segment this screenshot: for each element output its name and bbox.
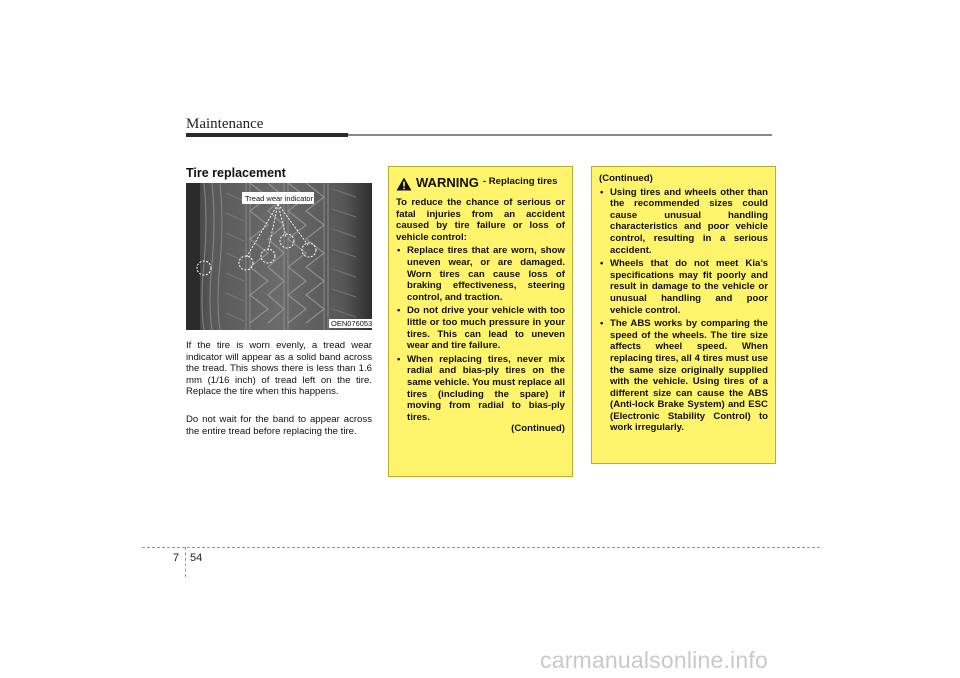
warning-list — [396, 245, 565, 423]
page-number: 54 — [190, 552, 203, 564]
warning-list-item: • Do not drive your vehicle with too little or too much pressure in your tires. This can lead to uneven wear and tire failure. — [396, 305, 565, 351]
warning-list-item: • When replacing tires, never mix radial and bias-ply tires on the same vehicle. You must replace all tires (including the spare) if moving from radial to bias-ply tires. — [396, 354, 565, 424]
tread-wear-indicator-label: Tread wear indicator — [245, 194, 314, 203]
body-paragraph-2: Do not wait for the band to appear across the entire tread before replacing the tire. — [186, 414, 372, 437]
warning-list-item: • Replace tires that are worn, show uneven wear, or are damaged. Worn tires can cause loss of braking effectiveness, steering control, and traction. — [396, 245, 565, 303]
watermark: carmanualsonline.info — [540, 647, 768, 673]
warning-continued-list — [599, 187, 768, 434]
chapter-number: 7 — [173, 552, 180, 564]
warning-box — [388, 166, 573, 477]
footer-rule — [142, 547, 820, 548]
page-header-title: Maintenance — [186, 116, 264, 132]
warning-continued-label: (Continued) — [511, 423, 565, 435]
header-bar-accent — [186, 133, 348, 137]
warning-list-item: • The ABS works by comparing the speed of the wheels. The tire size affects wheel speed. When replacing tires, all 4 tires must use the same size originally supplied with the vehicle. Using tires of a different size can cause the ABS (Anti-lock Brake System) and ESC (Electronic Stability Control) to work irregularly. — [599, 318, 768, 434]
tire-tread-illustration — [186, 183, 372, 330]
warning-intro: To reduce the chance of serious or fatal injuries from an accident caused by tire failure or loss of vehicle control: — [396, 197, 565, 243]
warning-header — [396, 176, 565, 191]
warning-list-item: • Using tires and wheels other than the recommended sizes could cause unusual handling characteristics and poor vehicle control, resulting in a serious accident. — [599, 187, 768, 257]
figure-code: OEN076053 — [331, 319, 373, 328]
warning-continued-heading: (Continued) — [599, 173, 653, 184]
warning-subtitle: - Replacing tires — [482, 176, 558, 187]
body-paragraph-1: If the tire is worn evenly, a tread wear indicator will appear as a solid band across the tread. This shows there is less than 1.6 mm (1/16 inch) of tread left on the tire. Replace the tire when this happens. — [186, 340, 372, 398]
warning-list-item: • Wheels that do not meet Kia’s specifications may fit poorly and result in damage to the vehicle or unusual handling and poor vehicle control. — [599, 258, 768, 316]
warning-continued-box — [591, 166, 776, 464]
header-bar-rule — [348, 134, 772, 136]
footer-divider — [185, 547, 186, 577]
warning-word: WARNING — [416, 175, 479, 190]
warning-triangle-icon — [396, 177, 412, 191]
section-heading: Tire replacement — [186, 166, 286, 180]
